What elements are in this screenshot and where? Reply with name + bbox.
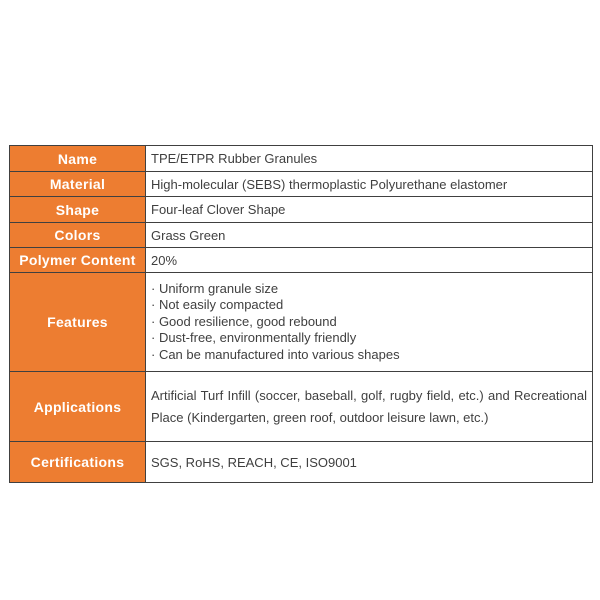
table-row	[10, 248, 593, 273]
table-row	[10, 172, 593, 197]
row-header-certifications: Certifications	[10, 442, 146, 483]
row-value-material: High-molecular (SEBS) thermoplastic Polyurethane elastomer	[146, 172, 593, 197]
table-row	[10, 223, 593, 248]
row-header-applications: Applications	[10, 372, 146, 442]
product-spec-table	[9, 145, 593, 483]
table-row	[10, 146, 593, 172]
table-row	[10, 273, 593, 372]
table-row	[10, 197, 593, 223]
row-header-features: Features	[10, 273, 146, 372]
row-value-features	[146, 273, 593, 372]
feature-item: · Dust-free, environmentally friendly	[151, 330, 357, 346]
row-value-certifications: SGS, RoHS, REACH, CE, ISO9001	[146, 442, 593, 483]
table-row	[10, 372, 593, 442]
row-value-name: TPE/ETPR Rubber Granules	[146, 146, 593, 172]
feature-item: · Uniform granule size	[151, 280, 279, 296]
row-header-polymer-content: Polymer Content	[10, 248, 146, 273]
row-value-applications: Artificial Turf Infill (soccer, baseball, golf, rugby field, etc.) and Recreational Place (Kindergarten, green roof, outdoor leisure lawn, etc.)	[146, 372, 593, 442]
row-header-name: Name	[10, 146, 146, 172]
feature-item: · Good resilience, good rebound	[151, 313, 337, 329]
row-value-polymer-content: 20%	[146, 248, 593, 273]
row-header-material: Material	[10, 172, 146, 197]
row-value-shape: Four-leaf Clover Shape	[146, 197, 593, 223]
feature-item: · Can be manufactured into various shapes	[151, 346, 400, 362]
row-value-colors: Grass Green	[146, 223, 593, 248]
table-row	[10, 442, 593, 483]
row-header-shape: Shape	[10, 197, 146, 223]
row-header-colors: Colors	[10, 223, 146, 248]
feature-item: · Not easily compacted	[151, 297, 284, 313]
